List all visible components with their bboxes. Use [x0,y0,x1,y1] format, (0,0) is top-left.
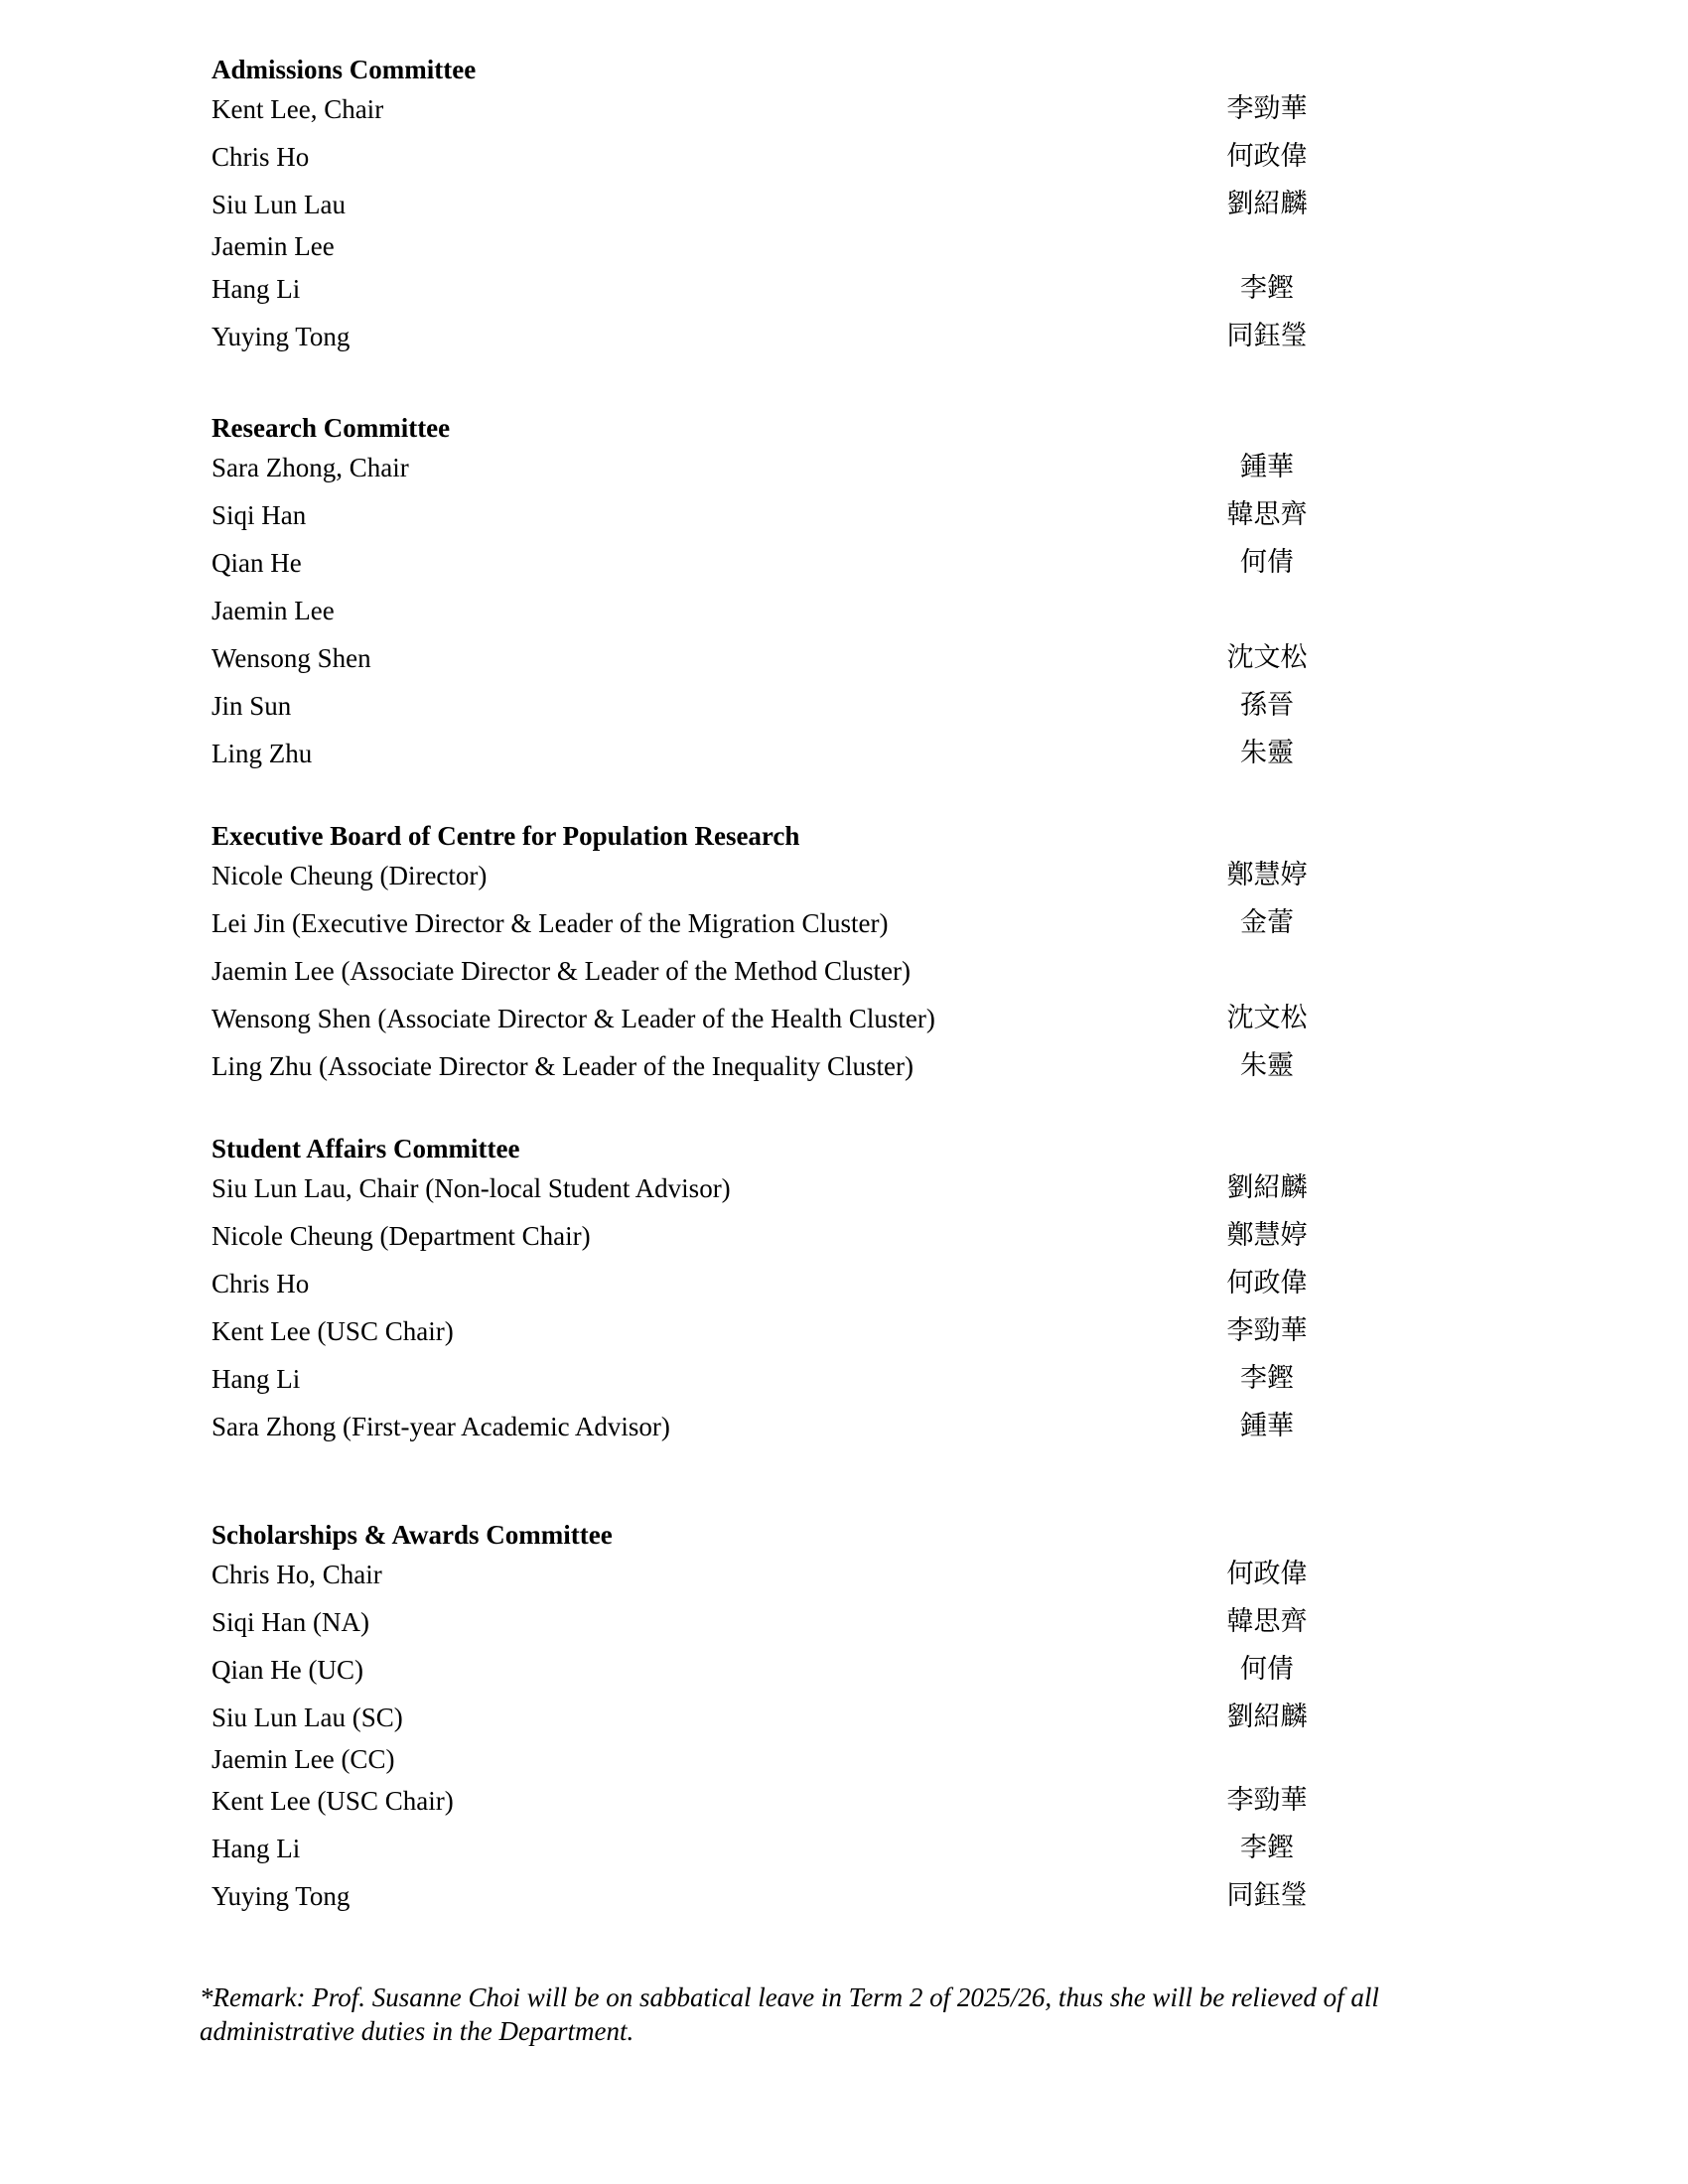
member-row [211,905,1403,945]
member-row [211,1001,1403,1040]
member-chinese-name: 何政偉 [1226,1268,1308,1298]
member-name: Jaemin Lee [211,231,335,261]
member-row [211,187,1403,226]
member-row [211,1170,1403,1210]
member-name: Yuying Tong [211,322,351,351]
member-chinese-name: 鄭慧婷 [1226,860,1308,890]
member-row [211,1741,1403,1781]
member-name: Kent Lee (USC Chair) [211,1316,454,1346]
member-row [211,1313,1403,1353]
member-name: Qian He [211,548,302,578]
member-chinese-name: 朱靈 [1240,1050,1294,1081]
member-chinese-name: 金蕾 [1240,907,1294,938]
member-name: Siqi Han (NA) [211,1607,369,1637]
member-chinese-name: 何倩 [1240,1654,1294,1685]
member-name: Siu Lun Lau (SC) [211,1703,403,1732]
member-name: Chris Ho [211,142,310,172]
member-name: Yuying Tong [211,1881,351,1911]
committee-title: Research Committee [211,413,451,443]
member-name: Chris Ho, Chair [211,1560,382,1589]
member-row [211,545,1403,585]
member-name: Nicole Cheung (Director) [211,861,488,890]
member-row [211,1266,1403,1305]
member-row [211,593,1403,632]
member-row [211,91,1403,131]
member-name: Sara Zhong, Chair [211,453,409,482]
member-row [211,497,1403,537]
member-chinese-name: 李勁華 [1226,1785,1308,1816]
member-name: Jaemin Lee [211,596,335,625]
member-row [211,1652,1403,1692]
member-name: Ling Zhu [211,739,313,768]
member-chinese-name: 何倩 [1240,547,1294,578]
member-row [211,953,1403,993]
member-chinese-name: 李鏗 [1240,1833,1294,1863]
member-row [211,688,1403,728]
member-chinese-name: 鍾華 [1240,452,1294,482]
member-row [211,640,1403,680]
member-chinese-name: 鄭慧婷 [1226,1220,1308,1251]
member-row [211,1878,1403,1918]
committee-title: Student Affairs Committee [211,1134,520,1163]
member-chinese-name: 何政偉 [1226,1559,1308,1589]
member-row [211,450,1403,489]
member-name: Kent Lee (USC Chair) [211,1786,454,1816]
member-chinese-name: 沈文松 [1226,642,1308,673]
member-row [211,1783,1403,1823]
member-row [211,1557,1403,1596]
member-name: Siu Lun Lau, Chair (Non-local Student Advisor) [211,1173,731,1203]
member-chinese-name: 朱靈 [1240,738,1294,768]
member-name: Hang Li [211,1834,301,1863]
member-row [211,1048,1403,1088]
member-name: Qian He (UC) [211,1655,363,1685]
member-row [211,736,1403,775]
member-name: Sara Zhong (First-year Academic Advisor) [211,1412,670,1441]
member-row [211,1409,1403,1448]
committee-title: Admissions Committee [211,55,477,84]
member-row [211,319,1403,358]
member-row [211,1604,1403,1644]
member-chinese-name: 李勁華 [1226,93,1308,124]
member-row [211,228,1403,268]
member-chinese-name: 孫晉 [1240,690,1294,721]
member-name: Hang Li [211,1364,301,1394]
member-name: Kent Lee, Chair [211,94,384,124]
member-chinese-name: 沈文松 [1226,1003,1308,1033]
member-chinese-name: 韓思齊 [1226,1606,1308,1637]
member-row [211,1700,1403,1739]
member-name: Chris Ho [211,1269,310,1298]
member-row [211,858,1403,897]
member-name: Wensong Shen [211,643,371,673]
member-row [211,1218,1403,1258]
member-chinese-name: 同鈺瑩 [1226,321,1308,351]
member-row [211,1361,1403,1401]
member-chinese-name: 鍾華 [1240,1411,1294,1441]
member-chinese-name: 李鏗 [1240,1363,1294,1394]
member-row [211,139,1403,179]
member-chinese-name: 李鏗 [1240,273,1294,304]
member-name: Siqi Han [211,500,307,530]
member-chinese-name: 劉紹麟 [1226,1172,1308,1203]
member-chinese-name: 何政偉 [1226,141,1308,172]
member-chinese-name: 劉紹麟 [1226,1702,1308,1732]
member-name: Ling Zhu (Associate Director & Leader of the Inequality Cluster) [211,1051,914,1081]
remark-note: *Remark: Prof. Susanne Choi will be on sabbatical leave in Term 2 of 2025/26, thus she will be relieved of all administrative duties in the Department. [200,1982,1379,2046]
member-chinese-name: 韓思齊 [1226,499,1308,530]
member-name: Hang Li [211,274,301,304]
member-name: Nicole Cheung (Department Chair) [211,1221,591,1251]
member-chinese-name: 劉紹麟 [1226,189,1308,219]
member-name: Jaemin Lee (Associate Director & Leader of the Method Cluster) [211,956,911,986]
committee-title: Executive Board of Centre for Population Research [211,821,800,851]
committee-title: Scholarships & Awards Committee [211,1520,613,1550]
member-name: Siu Lun Lau [211,190,346,219]
member-name: Jin Sun [211,691,292,721]
member-name: Lei Jin (Executive Director & Leader of the Migration Cluster) [211,908,889,938]
member-row [211,271,1403,311]
member-name: Wensong Shen (Associate Director & Leader of the Health Cluster) [211,1004,935,1033]
member-name: Jaemin Lee (CC) [211,1744,395,1774]
member-chinese-name: 李勁華 [1226,1315,1308,1346]
member-chinese-name: 同鈺瑩 [1226,1880,1308,1911]
member-row [211,1831,1403,1870]
